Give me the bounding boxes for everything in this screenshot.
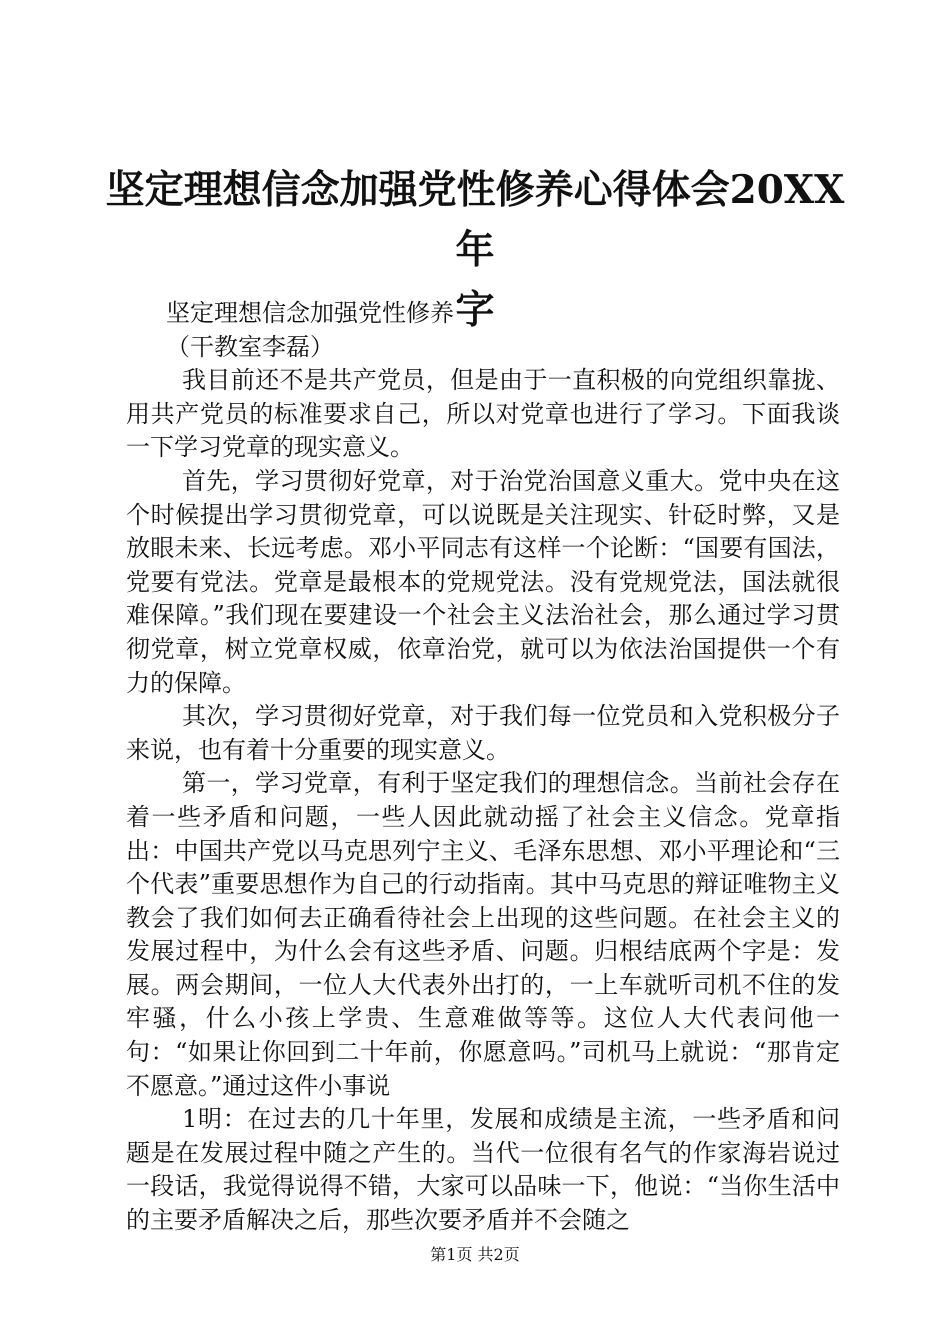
author-line: （干教室李磊）: [166, 332, 334, 361]
page-footer: 第1页 共2页: [430, 1245, 520, 1264]
paragraph: 其次，学习贯彻好党章，对于我们每一位党员和入党积极分子来说，也有着十分重要的现实意义。: [126, 702, 840, 764]
paragraph: 我目前还不是共产党员，但是由于一直积极的向党组织靠拢、用共产党员的标准要求自己，所以对党章也进行了学习。下面我谈一下学习党章的现实意义。: [126, 366, 840, 462]
title-line-2: 字: [455, 287, 495, 333]
paragraph: 1明：在过去的几十年里，发展和成绩是主流，一些矛盾和问题是在发展过程中随之产生的。当代一位很有名气的作家海岩说过一段话，我觉得说得不错，大家可以品味一下，他说：“当你生活中的主要矛盾解决之后，那些次要矛盾并不会随之: [126, 1105, 840, 1235]
title-line-1: 坚定理想信念加强党性修养心得体会20XX年: [105, 167, 845, 273]
paragraph: 第一，学习党章，有利于坚定我们的理想信念。当前社会存在着一些矛盾和问题，一些人因此就动摇了社会主义信念。党章指出：中国共产党以马克思列宁主义、毛泽东思想、邓小平理论和“三个代表”重要思想作为自己的行动指南。其中马克思的辩证唯物主义教会了我们如何去正确看待社会上出现的这些问题。在社会主义的发展过程中，为什么会有这些矛盾、问题。归根结底两个字是：发展。两会期间，一位人大代表外出打的，一上车就听司机不住的发牢骚，什么小孩上学贵、生意难做等等。这位人大代表问他一句：“如果让你回到二十年前，你愿意吗。”司机马上就说：“那肯定不愿意。”通过这件小事说: [126, 769, 840, 1100]
paragraph: 首先，学习贯彻好党章，对于治党治国意义重大。党中央在这个时候提出学习贯彻党章，可以说既是关注现实、针砭时弊，又是放眼未来、长远考虑。邓小平同志有这样一个论断：“国要有国法，党要有党法。党章是最根本的党规党法。没有党规党法，国法就很难保障。”我们现在要建设一个社会主义法治社会，那么通过学习贯彻党章，树立党章权威，依章治党，就可以为依法治国提供一个有力的保障。: [126, 466, 840, 697]
subtitle: 坚定理想信念加强党性修养: [166, 299, 454, 327]
document-body: [126, 297, 840, 1238]
